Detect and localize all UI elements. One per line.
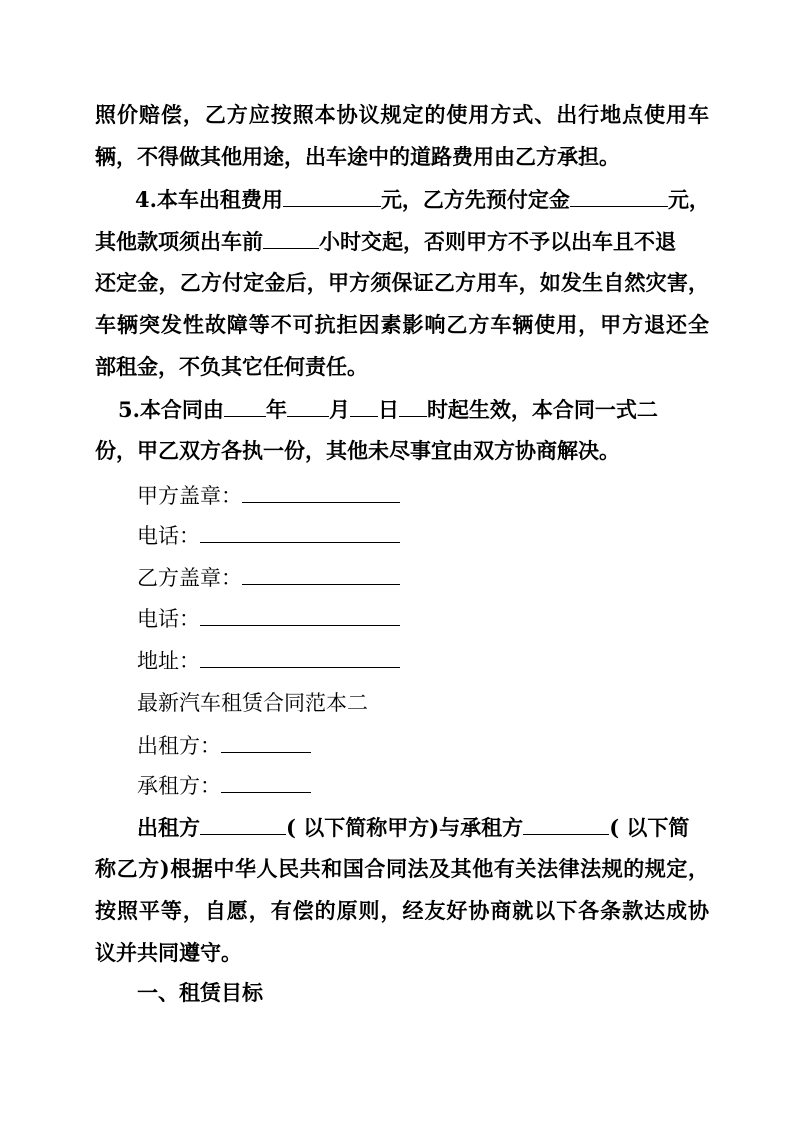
para3-line-2: 辆，不得做其他用途，出车途中的道路费用由乙方承担。 [95,144,620,169]
clause-4-line-3: 还定金，乙方付定金后，甲方须保证乙方用车，如发生自然灾害， [95,270,709,295]
party-a-seal-blank [242,480,400,503]
party-b-seal-row [137,562,400,593]
party-b-seal-label: 乙方盖章： [137,566,242,590]
clause-5-text-day: 日 [377,397,399,422]
clause-4-text-d: 其他款项须出车前 [95,229,263,254]
lessee-blank [221,770,311,793]
intro-lessee-blank [523,812,609,835]
intro-line-3: 按照平等，自愿，有偿的原则，经友好协商就以下各条款达成协 [95,898,709,923]
hours-blank [263,226,319,249]
party-b-seal-blank [242,562,400,585]
intro-text-c: ( 以下简 [609,815,690,840]
lessor-blank [221,730,311,753]
phone-a-row [137,520,400,551]
intro-line-4: 议并共同遵守。 [95,940,242,965]
clause-4-line-5: 部租金，不负其它任何责任。 [95,354,368,379]
intro-text-b: ( 以下简称甲方)与承租方 [286,815,524,840]
party-a-seal-row [137,480,400,511]
intro-text-a: 出租方 [137,815,200,840]
clause-4-text-a: 4.本车出租费用 [135,187,283,212]
lessor-label: 出租方： [137,734,221,758]
clause-4-text-c: 元， [667,187,710,212]
lessee-row [137,770,311,801]
clause-4-line-4: 车辆突发性故障等不可抗拒因素影响乙方车辆使用，甲方退还全 [95,312,709,337]
year-blank [224,394,266,417]
address-label: 地址： [137,649,200,673]
month-blank [287,394,329,417]
para3-line-1: 照价赔偿，乙方应按照本协议规定的使用方式、出行地点使用车 [95,102,709,127]
address-row [137,645,400,676]
heading-1: 一、租赁目标 [137,980,263,1005]
phone-a-blank [200,520,400,543]
clause-4-text-e: 小时交起，否则甲方不予以出车且不退 [319,229,676,254]
lessor-row [137,730,311,761]
phone-a-label: 电话： [137,524,200,548]
clause-5-line-2: 份，甲乙双方各执一份，其他未尽事宜由双方协商解决。 [95,438,620,463]
deposit-blank [570,184,668,207]
party-a-seal-label: 甲方盖章： [137,484,242,508]
hour-blank [399,394,427,417]
intro-line-1 [137,812,689,843]
address-blank [200,645,400,668]
clause-4-line-2 [95,226,676,257]
clause-5-line-1 [118,394,658,425]
phone-b-label: 电话： [137,607,200,631]
clause-5-text-month: 月 [328,397,350,422]
intro-lessor-blank [200,812,286,835]
rent-fee-blank [283,184,381,207]
clause-4-line-1 [135,184,710,215]
section-title: 最新汽车租赁合同范本二 [137,691,368,715]
lessee-label: 承租方： [137,774,221,798]
phone-b-blank [200,603,400,626]
clause-5-text-e: 时起生效，本合同一式二 [426,397,658,422]
phone-b-row [137,603,400,634]
clause-5-text-year: 年 [265,397,287,422]
intro-line-2: 称乙方)根据中华人民共和国合同法及其他有关法律法规的规定， [95,856,709,881]
clause-5-text-a: 5.本合同由 [118,397,224,422]
day-blank [350,394,378,417]
clause-4-text-b: 元，乙方先预付定金 [380,187,570,212]
